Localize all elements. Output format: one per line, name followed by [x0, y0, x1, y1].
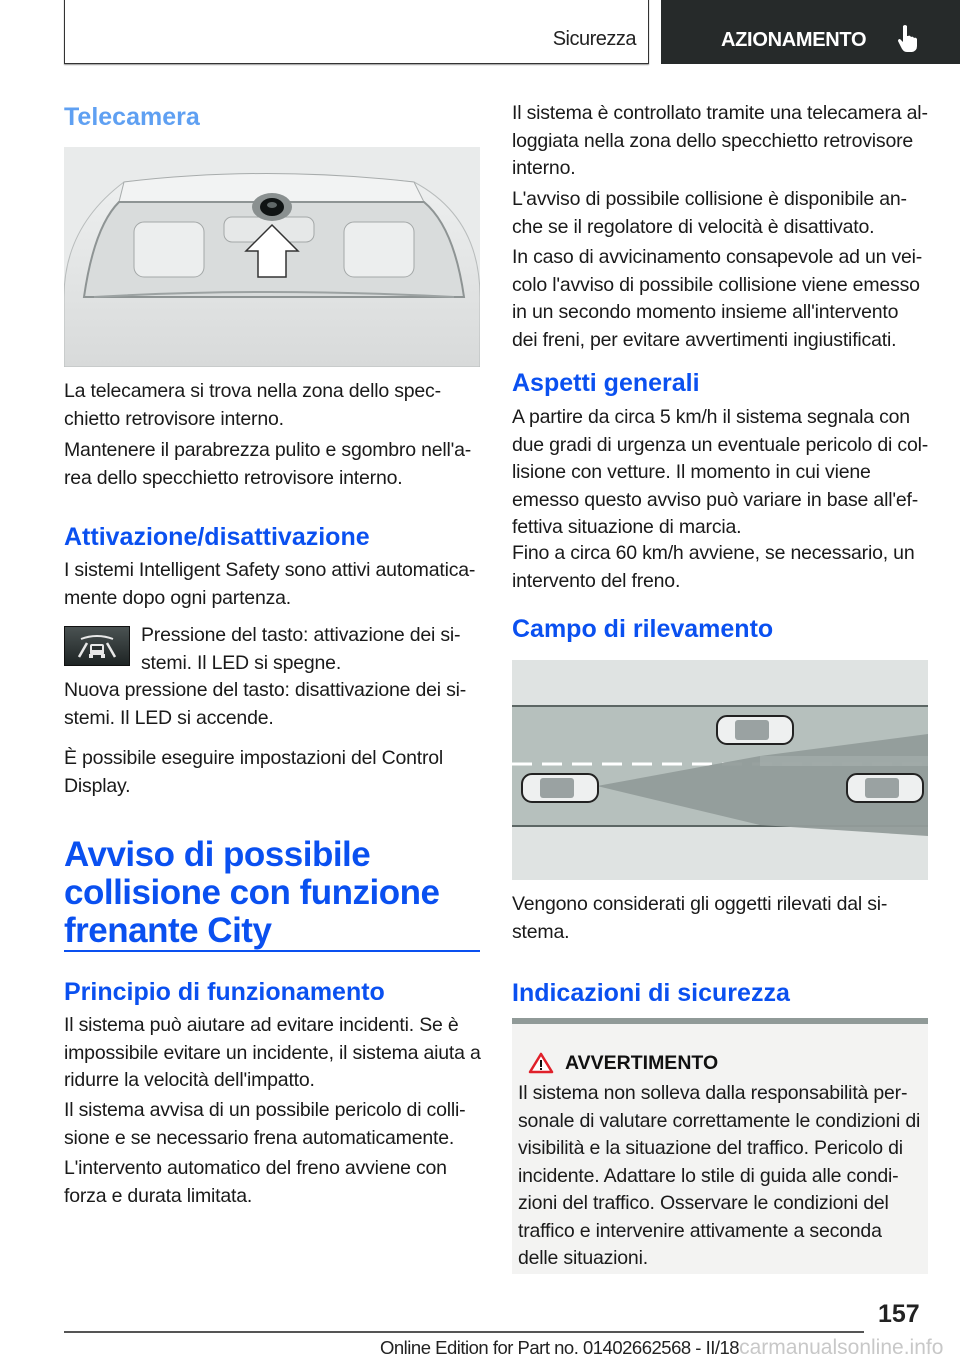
section-title-aspetti: Aspetti generali [512, 369, 700, 397]
intelligent-safety-button-icon [64, 626, 130, 666]
paragraph-text: È possibile eseguire impostazioni del Control Display. [64, 747, 444, 797]
paragraph-text: La telecamera si trova nella zona dello spec- chietto retrovisore interno. [64, 380, 441, 430]
warning-box [512, 1018, 928, 1274]
paragraph-text: Il sistema avvisa di un possibile pericolo di colli- sione e se necessario frena automaticamente. [64, 1099, 466, 1149]
rear-window-camera-illustration [64, 147, 480, 367]
section-title-campo: Campo di rilevamento [512, 615, 774, 643]
paragraph-text: A partire da circa 5 km/h il sistema segnala con due gradi di urgenza un eventuale pericolo di col- lisione con vetture. Il momento in cui viene emesso questo avviso può variare in base all'ef- fettiva situazione di marcia. [512, 406, 929, 538]
paragraph-text: Il sistema è controllato tramite una telecamera al- loggiata nella zona dello specchietto retrovisore interno. [512, 102, 928, 179]
car-icon [522, 774, 598, 802]
warning-label: AVVERTIMENTO [565, 1052, 719, 1074]
paragraph-text: Pressione del tasto: attivazione dei si- stemi. Il LED si spegne. [141, 624, 461, 674]
warning-triangle-icon [528, 1052, 554, 1074]
chapter-title: Avviso di possibile collisione con funzione frenante City [64, 835, 440, 950]
chapter-title-rule [64, 950, 480, 952]
paragraph-text: In caso di avvicinamento consapevole ad un vei- colo l'avviso di possibile collisione viene emesso in un secondo momento insieme all'intervento dei freni, per evitare avvertimenti ingiustificati. [512, 246, 923, 351]
section-title-telecamera: Telecamera [64, 103, 200, 131]
detection-range-road-diagram [512, 660, 928, 880]
paragraph-text: L'avviso di possibile collisione è disponibile an- che se il regolatore di velocità è disattivato. [512, 188, 907, 238]
section-title-attivazione: Attivazione/disattivazione [64, 523, 370, 551]
footer-edition [380, 1336, 943, 1360]
header-chapter-tab[interactable] [661, 0, 960, 64]
footer-rule [64, 1331, 864, 1333]
warning-text: Il sistema non solleva dalla responsabilità per- sonale di valutare correttamente le condizioni di visibilità e la situazione del traffico. Pericolo di incidente. Adattare lo stile di guida alle condi- zioni del traffico. Osservare le condizioni del traffico e intervenire attivamente a seconda delle situazioni. [518, 1082, 921, 1269]
header-section-tab[interactable] [64, 0, 649, 64]
paragraph-text: Vengono considerati gli oggetti rilevati dal si- stema. [512, 893, 888, 943]
section-title-sicurezza: Indicazioni di sicurezza [512, 979, 790, 1007]
header-chapter-label: AZIONAMENTO [721, 29, 867, 51]
pointing-hand-icon [897, 24, 919, 54]
paragraph-text: L'intervento automatico del freno avviene con forza e durata limitata. [64, 1157, 447, 1207]
edition-text: Online Edition for Part no. 01402662568 - II/18 [380, 1337, 740, 1358]
paragraph-text: I sistemi Intelligent Safety sono attivi automatica- mente dopo ogni partenza. [64, 559, 476, 609]
section-title-principio: Principio di funzionamento [64, 978, 385, 1006]
paragraph-text: Nuova pressione del tasto: disattivazione dei si- stemi. Il LED si accende. [64, 679, 467, 729]
header-section-label: Sicurezza [552, 28, 636, 50]
page-number: 157 [878, 1300, 920, 1328]
paragraph-text: Mantenere il parabrezza pulito e sgombro nell'a- rea dello specchietto retrovisore interno. [64, 439, 472, 489]
paragraph-text: Fino a circa 60 km/h avviene, se necessario, un intervento del freno. [512, 542, 915, 592]
watermark: carmanualsonline.info [739, 1336, 944, 1359]
paragraph-text: Il sistema può aiutare ad evitare incidenti. Se è impossibile evitare un incidente, il sistema aiuta a ridurre la velocità dell'impatto. [64, 1014, 481, 1091]
